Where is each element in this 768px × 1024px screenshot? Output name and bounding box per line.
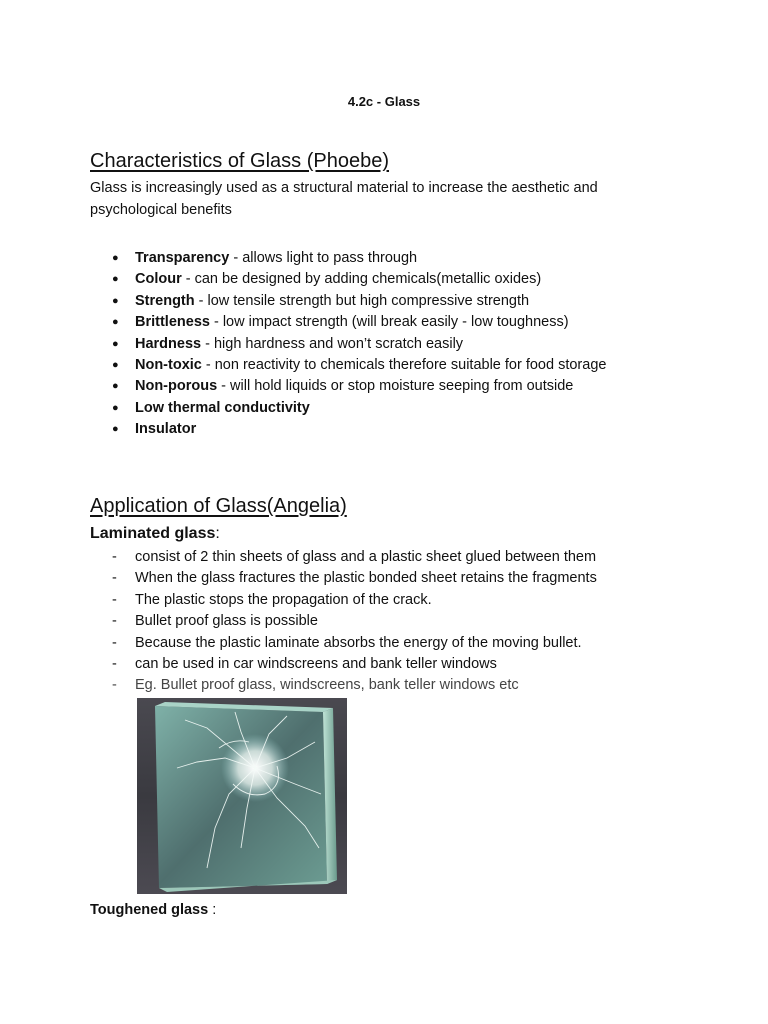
list-item: - consist of 2 thin sheets of glass and a plastic sheet glued between them — [90, 547, 597, 568]
section-heading-characteristics: Characteristics of Glass (Phoebe) — [90, 150, 390, 172]
list-item: - When the glass fractures the plastic bonded sheet retains the fragments — [90, 568, 597, 589]
shattered-glass-photo — [137, 698, 347, 894]
shattered-glass-illustration — [137, 698, 347, 894]
document-title: 4.2c - Glass — [347, 94, 421, 109]
list-item: ● Transparency - allows light to pass through — [90, 248, 606, 269]
list-item: ● Hardness - high hardness and won’t scratch easily — [90, 334, 606, 355]
list-item: - The plastic stops the propagation of the crack. — [90, 590, 597, 611]
list-item: - can be used in car windscreens and bank teller windows — [90, 654, 597, 675]
list-item: - Bullet proof glass is possible — [90, 611, 597, 632]
toughened-glass-heading: Toughened glass : — [90, 902, 217, 918]
characteristics-list — [90, 248, 606, 441]
list-item: - Because the plastic laminate absorbs the energy of the moving bullet. — [90, 633, 597, 654]
list-item: ● Strength - low tensile strength but high compressive strength — [90, 291, 606, 312]
section-heading-application: Application of Glass(Angelia) — [90, 495, 347, 517]
laminated-points-list — [90, 547, 597, 697]
intro-paragraph: Glass is increasingly used as a structural material to increase the aesthetic and psychological benefits — [90, 180, 598, 218]
list-item: ● Low thermal conductivity — [90, 398, 606, 419]
list-item: ● Brittleness - low impact strength (will break easily - low toughness) — [90, 312, 606, 333]
list-item: ● Insulator — [90, 419, 606, 440]
list-item: ● Non-toxic - non reactivity to chemicals therefore suitable for food storage — [90, 355, 606, 376]
laminated-glass-heading: Laminated glass: — [90, 525, 220, 542]
list-item: ● Colour - can be designed by adding chemicals(metallic oxides) — [90, 269, 606, 290]
list-item: - Eg. Bullet proof glass, windscreens, bank teller windows etc — [90, 675, 597, 696]
list-item: ● Non-porous - will hold liquids or stop moisture seeping from outside — [90, 376, 606, 397]
